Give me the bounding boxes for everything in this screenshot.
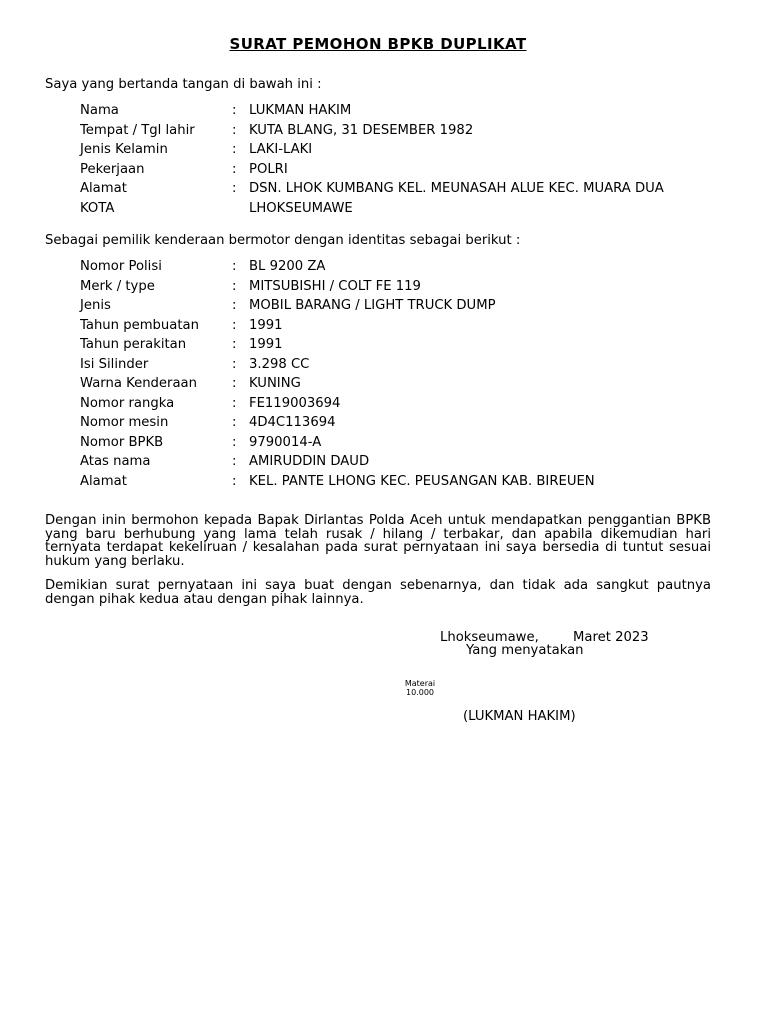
field-separator: :: [232, 454, 237, 469]
field-label: Alamat: [80, 181, 127, 196]
field-label: Nomor rangka: [80, 395, 175, 411]
field-label: Tahun perakitan: [80, 337, 187, 352]
field-separator: :: [232, 415, 237, 430]
field-label: Tempat / Tgl lahir: [80, 122, 195, 138]
field-value: 9790014-A: [249, 434, 322, 450]
signature-date: Maret 2023: [573, 630, 649, 645]
field-value: DSN. LHOK KUMBANG KEL. MEUNASAH ALUE KEC. MUARA DUA: [249, 181, 664, 196]
field-value: LUKMAN HAKIM: [249, 103, 352, 118]
field-value: MOBIL BARANG / LIGHT TRUCK DUMP: [249, 298, 496, 313]
field-value: KEL. PANTE LHONG KEC. PEUSANGAN KAB. BIREUEN: [249, 473, 595, 489]
field-separator: :: [232, 259, 237, 274]
field-value: POLRI: [249, 161, 288, 177]
field-label: Nomor Polisi: [80, 259, 162, 274]
field-value: LHOKSEUMAWE: [249, 200, 353, 216]
field-separator: :: [232, 356, 237, 372]
field-value: BL 9200 ZA: [249, 259, 326, 274]
field-separator: :: [232, 122, 237, 138]
field-value: 3.298 CC: [249, 356, 310, 372]
field-separator: :: [232, 395, 237, 411]
field-separator: :: [232, 473, 237, 489]
field-label: Pekerjaan: [80, 161, 145, 177]
field-separator: :: [232, 278, 237, 294]
field-separator: :: [232, 337, 237, 352]
field-label: Atas nama: [80, 454, 151, 469]
field-value: LAKI-LAKI: [249, 142, 313, 157]
field-label: KOTA: [80, 200, 115, 216]
request-paragraph: Dengan inin bermohon kepada Bapak Dirlantas Polda Aceh untuk mendapatkan penggantian BPKB yang baru berhubung yang lama telah rusak / hilang / terbakar, dan apabila dikemudian hari ternyata terdapat kekeliruan / kesalahan pada surat pernyataan ini saya bersedia di tuntut sesuai hukum yang berlaku.: [45, 513, 711, 569]
field-value: 1991: [249, 337, 283, 352]
field-value: AMIRUDDIN DAUD: [249, 454, 370, 469]
field-separator: :: [232, 161, 237, 177]
field-separator: :: [232, 434, 237, 450]
intro-text: Saya yang bertanda tangan di bawah ini :: [45, 77, 322, 92]
field-value: MITSUBISHI / COLT FE 119: [249, 278, 421, 294]
field-label: Nomor mesin: [80, 415, 169, 430]
field-label: Nama: [80, 103, 119, 118]
field-label: Nomor BPKB: [80, 434, 164, 450]
stamp-duty-line1: Materai: [404, 679, 436, 688]
field-value: 1991: [249, 317, 283, 333]
field-separator: :: [232, 181, 237, 196]
field-label: Tahun pembuatan: [80, 317, 199, 333]
field-label: Merk / type: [80, 278, 155, 294]
signature-statement: Yang menyatakan: [466, 643, 584, 658]
closing-paragraph: Demikian surat pernyataan ini saya buat dengan sebenarnya, dan tidak ada sangkut pautnya dengan pihak kedua atau dengan pihak lainnya.: [45, 578, 711, 607]
signature-place: Lhokseumawe,: [440, 630, 539, 645]
field-value: KUNING: [249, 376, 301, 391]
field-separator: :: [232, 142, 237, 157]
field-label: Alamat: [80, 473, 127, 489]
signer-name: (LUKMAN HAKIM): [463, 709, 576, 724]
field-separator: :: [232, 298, 237, 313]
field-separator: :: [232, 376, 237, 391]
field-value: FE119003694: [249, 395, 341, 411]
field-value: 4D4C113694: [249, 415, 336, 430]
field-label: Jenis: [80, 298, 111, 313]
field-separator: :: [232, 103, 237, 118]
document-title: SURAT PEMOHON BPKB DUPLIKAT: [229, 35, 527, 53]
field-label: Warna Kenderaan: [80, 376, 197, 391]
field-separator: :: [232, 317, 237, 333]
vehicle-intro-text: Sebagai pemilik kenderaan bermotor dengan identitas sebagai berikut :: [45, 233, 521, 248]
field-value: KUTA BLANG, 31 DESEMBER 1982: [249, 122, 474, 138]
field-label: Isi Silinder: [80, 356, 149, 372]
stamp-duty-label: [398, 679, 442, 697]
field-label: Jenis Kelamin: [80, 142, 168, 157]
stamp-duty-line2: 10.000: [406, 688, 434, 697]
